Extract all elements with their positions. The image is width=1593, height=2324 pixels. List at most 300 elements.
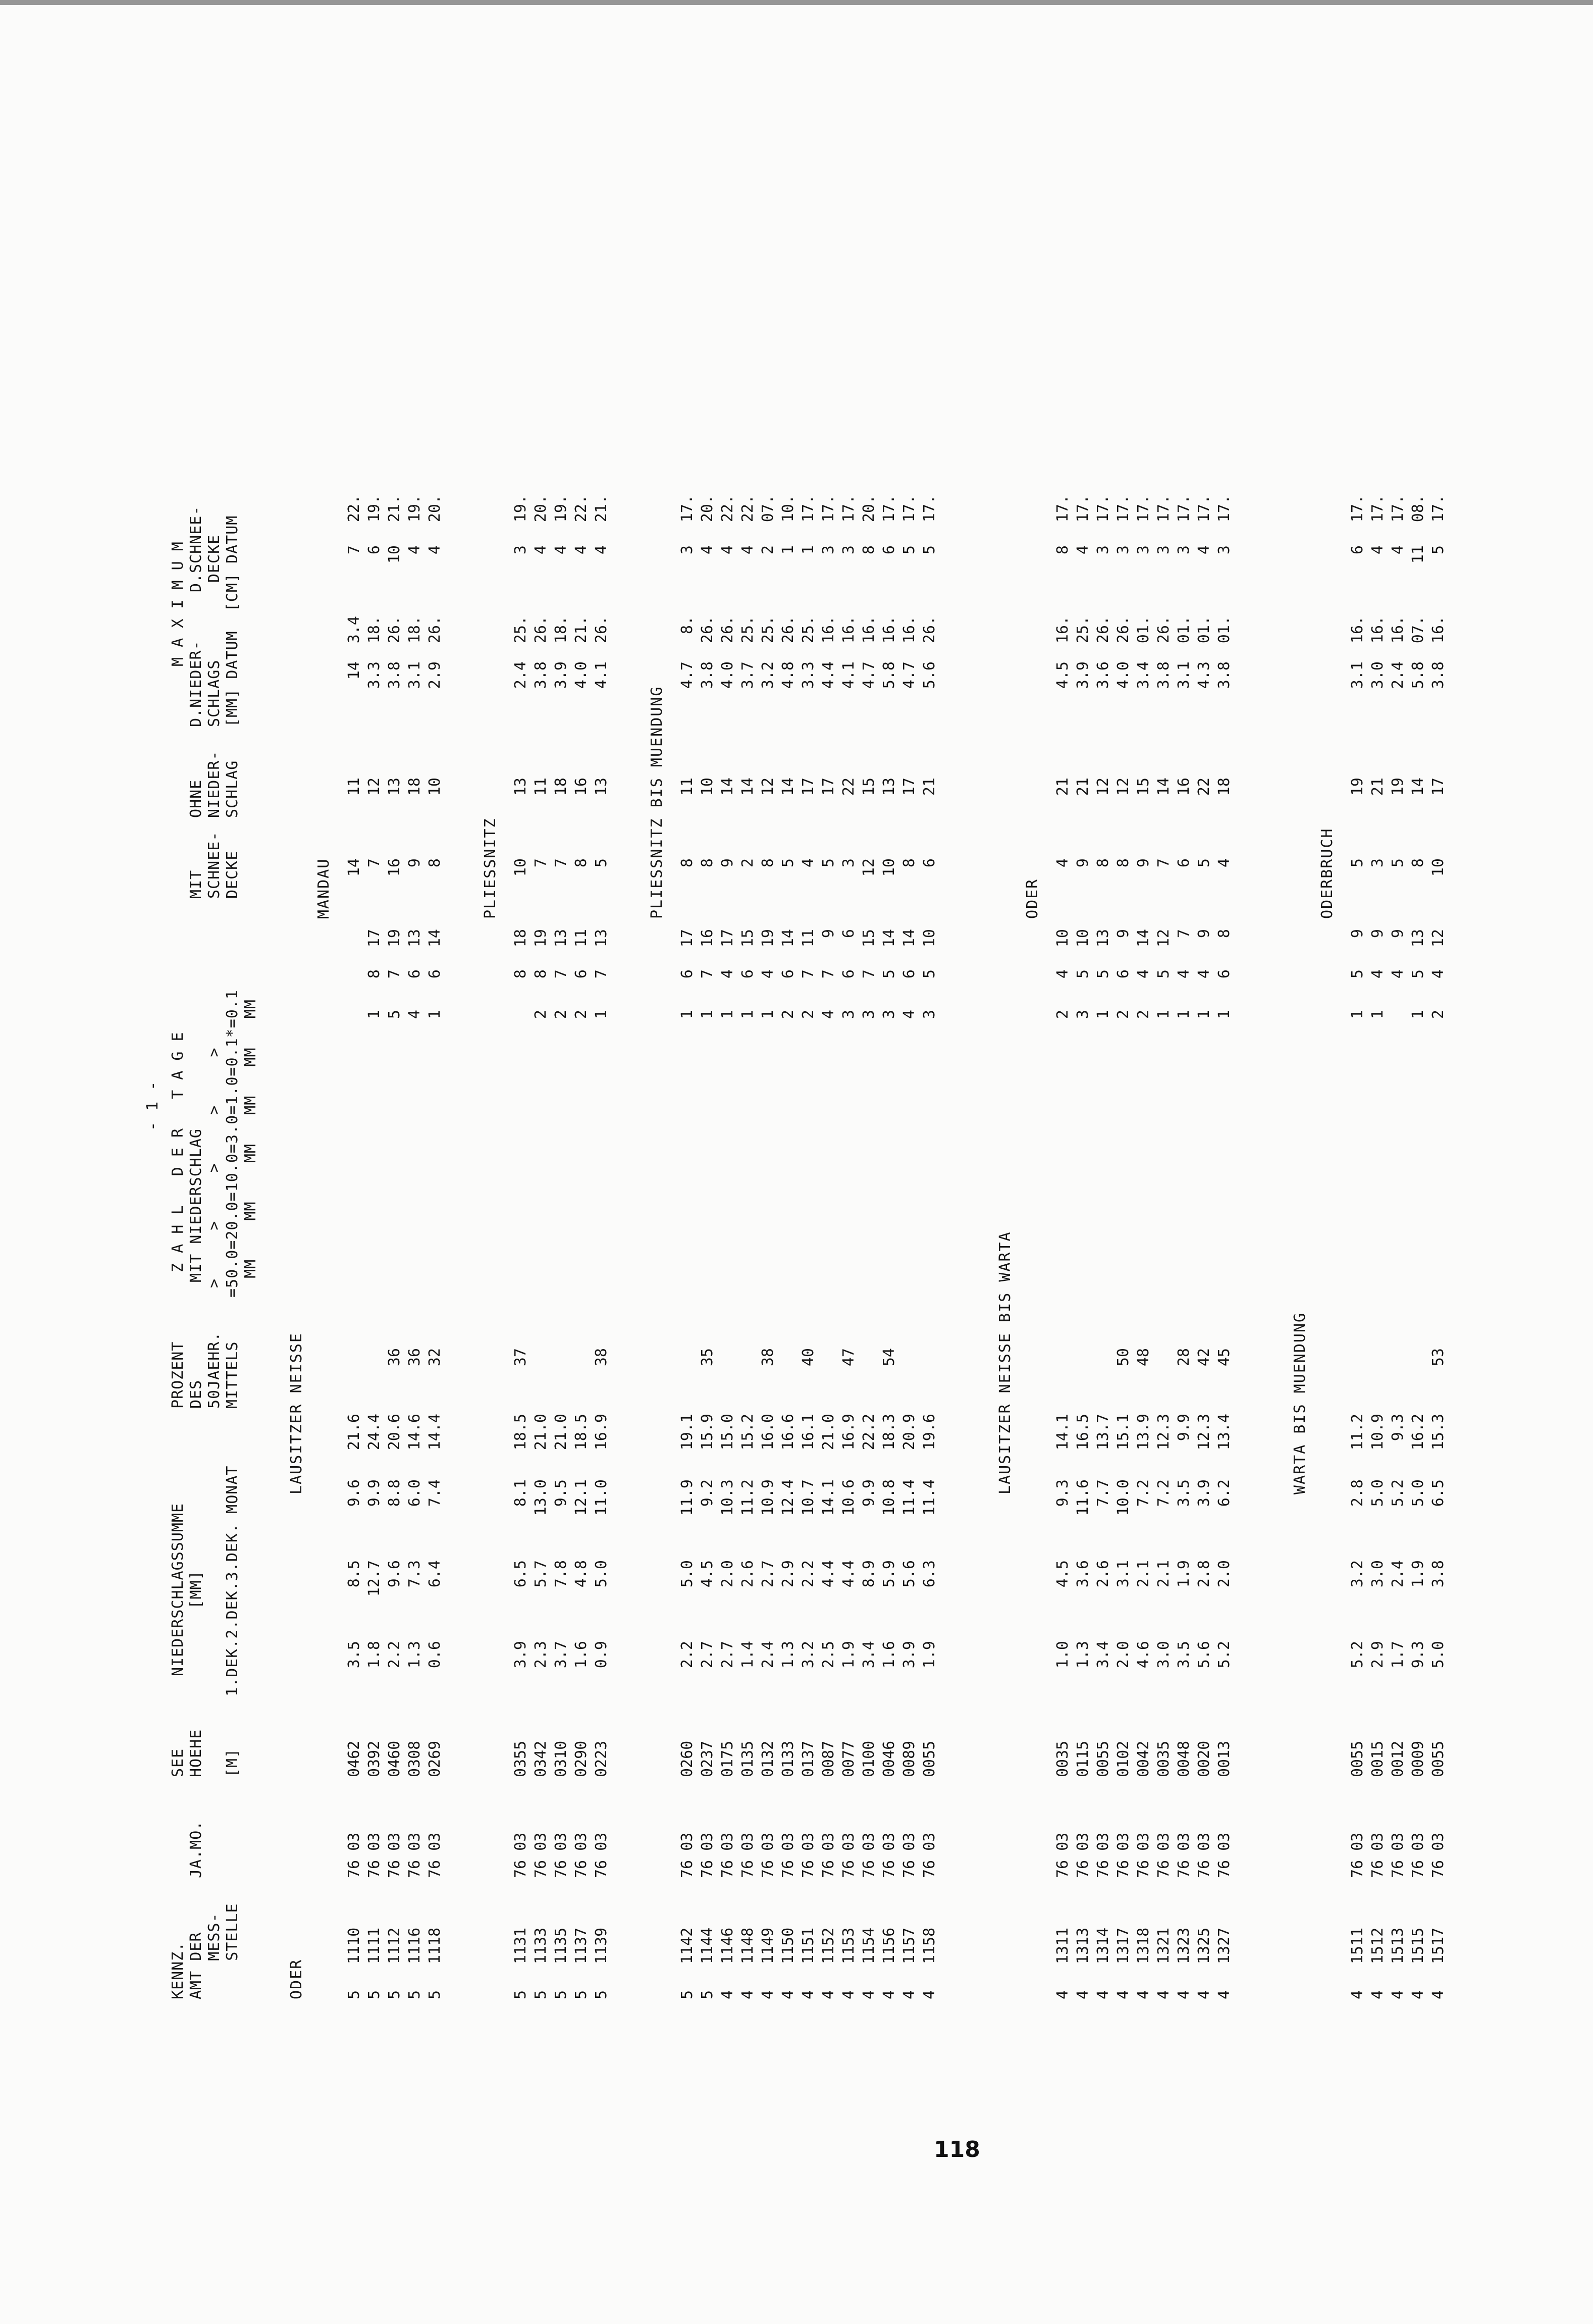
cell-t30: 1 xyxy=(1369,1010,1387,1019)
cell-t01: 12 xyxy=(1155,929,1173,948)
cell-stelle: 1314 xyxy=(1094,1927,1112,1964)
cell-d1: 3.0 xyxy=(1155,1641,1173,1669)
cell-xd: 4 xyxy=(1369,545,1387,555)
cell-sd: 10 xyxy=(880,858,898,877)
cell-xd: 3 xyxy=(840,545,858,555)
cell-d1: 3.2 xyxy=(800,1641,817,1669)
cell-t01: 19 xyxy=(759,929,777,948)
cell-stelle: 1512 xyxy=(1369,1927,1387,1964)
cell-d1: 1.9 xyxy=(921,1641,938,1669)
cell-sd: 8 xyxy=(1114,858,1132,868)
cell-sd: 8 xyxy=(900,858,918,868)
cell-xd: 4 xyxy=(593,545,610,555)
cell-t10: 5 xyxy=(1349,969,1366,979)
cell-jm: 76 03 xyxy=(880,1832,898,1878)
cell-d3: 10.6 xyxy=(840,1479,858,1516)
cell-t01: 9 xyxy=(1349,929,1366,939)
cell-hoehe: 0087 xyxy=(820,1740,837,1777)
cell-jm: 76 03 xyxy=(678,1832,696,1878)
cell-jm: 76 03 xyxy=(426,1832,444,1878)
cell-d1: 1.7 xyxy=(1389,1641,1407,1669)
cell-mn: 3.3 xyxy=(365,661,383,689)
cell-sd: 7 xyxy=(552,858,570,868)
cell-amt: 4 xyxy=(1429,1990,1447,1999)
cell-xd: 4 xyxy=(1074,545,1092,555)
cell-mon: 10.9 xyxy=(1369,1414,1387,1451)
cell-mn: 5.8 xyxy=(1409,661,1427,689)
cell-os: 12 xyxy=(759,778,777,796)
cell-xdd: 17. xyxy=(1155,495,1173,523)
cell-mon: 21.6 xyxy=(345,1414,363,1451)
cell-mon: 19.6 xyxy=(921,1414,938,1451)
cell-mon: 16.6 xyxy=(779,1414,797,1451)
cell-amt: 5 xyxy=(406,1990,423,1999)
cell-md: 21. xyxy=(572,616,590,644)
cell-t30: 1 xyxy=(699,1010,716,1019)
cell-sd: 8 xyxy=(572,858,590,868)
cell-proz: 42 xyxy=(1195,1348,1213,1367)
cell-stelle: 1150 xyxy=(779,1927,797,1964)
cell-hoehe: 0035 xyxy=(1155,1740,1173,1777)
sheet-number: - 1 - xyxy=(144,1080,162,1131)
cell-hoehe: 0055 xyxy=(1429,1740,1447,1777)
cell-sd: 3 xyxy=(1369,858,1387,868)
cell-stelle: 1311 xyxy=(1054,1927,1072,1964)
cell-os: 12 xyxy=(1094,778,1112,796)
cell-xdd: 22. xyxy=(719,495,736,523)
cell-d2: 2.6 xyxy=(739,1560,757,1588)
cell-stelle: 1157 xyxy=(900,1927,918,1964)
cell-d3: 11.9 xyxy=(678,1479,696,1516)
cell-mn: 3.9 xyxy=(552,661,570,689)
cell-d1: 5.0 xyxy=(1429,1641,1447,1669)
cell-hoehe: 0175 xyxy=(719,1740,736,1777)
cell-t30: 2 xyxy=(1114,1010,1132,1019)
cell-t30: 1 xyxy=(1094,1010,1112,1019)
cell-os: 14 xyxy=(719,778,736,796)
table-row xyxy=(739,182,757,1999)
rotated-table xyxy=(144,182,1484,1999)
cell-d3: 9.9 xyxy=(365,1479,383,1507)
cell-d2: 12.7 xyxy=(365,1560,383,1597)
cell-hoehe: 0009 xyxy=(1409,1740,1427,1777)
cell-d2: 9.6 xyxy=(386,1560,403,1588)
cell-mon: 13.4 xyxy=(1215,1414,1233,1451)
cell-d3: 12.4 xyxy=(779,1479,797,1516)
cell-d2: 6.5 xyxy=(512,1560,529,1588)
cell-d3: 13.0 xyxy=(532,1479,550,1516)
cell-xd: 4 xyxy=(552,545,570,555)
cell-proz: 35 xyxy=(699,1348,716,1367)
cell-hoehe: 0015 xyxy=(1369,1740,1387,1777)
cell-mn: 3.8 xyxy=(1215,661,1233,689)
cell-sd: 9 xyxy=(719,858,736,868)
cell-t10: 6 xyxy=(678,969,696,979)
cell-sd: 5 xyxy=(1195,858,1213,868)
cell-t01: 15 xyxy=(860,929,878,948)
cell-os: 10 xyxy=(426,778,444,796)
cell-t10: 6 xyxy=(779,969,797,979)
cell-hoehe: 0290 xyxy=(572,1740,590,1777)
cell-xdd: 20. xyxy=(426,495,444,523)
cell-xd: 6 xyxy=(365,545,383,555)
cell-mon: 20.6 xyxy=(386,1414,403,1451)
cell-xdd: 22. xyxy=(345,495,363,523)
header-zahl-der-tage: Z A H L D E R T A G E xyxy=(169,1031,187,1272)
cell-amt: 4 xyxy=(1389,1990,1407,1999)
scan-top-edge xyxy=(0,0,1593,5)
cell-t30: 1 xyxy=(1195,1010,1213,1019)
header-niederschlag: NIEDERSCHLAGSSUMME [MM] xyxy=(169,1503,205,1676)
cell-d3: 12.1 xyxy=(572,1479,590,1516)
cell-proz: 47 xyxy=(840,1348,858,1367)
cell-sd: 6 xyxy=(1175,858,1193,868)
cell-jm: 76 03 xyxy=(921,1832,938,1878)
cell-stelle: 1323 xyxy=(1175,1927,1193,1964)
cell-proz: 36 xyxy=(386,1348,403,1367)
cell-mon: 14.6 xyxy=(406,1414,423,1451)
cell-hoehe: 0135 xyxy=(739,1740,757,1777)
cell-md: 8. xyxy=(678,616,696,635)
cell-mon: 15.0 xyxy=(719,1414,736,1451)
cell-xdd: 17. xyxy=(921,495,938,523)
cell-d3: 10.9 xyxy=(759,1479,777,1516)
cell-md: 26. xyxy=(719,616,736,644)
cell-t01: 11 xyxy=(800,929,817,948)
cell-amt: 5 xyxy=(552,1990,570,1999)
cell-t01: 14 xyxy=(1135,929,1152,948)
cell-stelle: 1511 xyxy=(1349,1927,1366,1964)
cell-md: 26. xyxy=(532,616,550,644)
cell-d3: 3.9 xyxy=(1195,1479,1213,1507)
header-see-hoehe: SEE HOEHE [M] xyxy=(169,1729,241,1777)
section-label: LAUSITZER NEISSE BIS WARTA xyxy=(996,1231,1014,1494)
cell-jm: 76 03 xyxy=(1114,1832,1132,1878)
cell-hoehe: 0223 xyxy=(593,1740,610,1777)
cell-t01: 9 xyxy=(1369,929,1387,939)
cell-xd: 4 xyxy=(426,545,444,555)
cell-xd: 4 xyxy=(719,545,736,555)
cell-t01: 14 xyxy=(900,929,918,948)
cell-xd: 11 xyxy=(1409,545,1427,564)
cell-xdd: 17. xyxy=(900,495,918,523)
cell-t01: 18 xyxy=(512,929,529,948)
cell-xdd: 22. xyxy=(739,495,757,523)
cell-os: 17 xyxy=(800,778,817,796)
cell-jm: 76 03 xyxy=(1094,1832,1112,1878)
cell-md: 16. xyxy=(1349,616,1366,644)
cell-t10: 4 xyxy=(1369,969,1387,979)
cell-jm: 76 03 xyxy=(1175,1832,1193,1878)
cell-d1: 2.3 xyxy=(532,1641,550,1669)
cell-t10: 4 xyxy=(719,969,736,979)
cell-xdd: 19. xyxy=(552,495,570,523)
cell-t10: 7 xyxy=(386,969,403,979)
cell-stelle: 1321 xyxy=(1155,1927,1173,1964)
cell-md: 25. xyxy=(759,616,777,644)
cell-amt: 4 xyxy=(1195,1990,1213,1999)
cell-d2: 5.6 xyxy=(900,1560,918,1588)
cell-t10: 4 xyxy=(1429,969,1447,979)
cell-mn: 14 xyxy=(345,661,363,680)
cell-d3: 6.0 xyxy=(406,1479,423,1507)
cell-mon: 12.3 xyxy=(1195,1414,1213,1451)
cell-mn: 3.8 xyxy=(386,661,403,689)
cell-xdd: 17. xyxy=(820,495,837,523)
cell-t30: 1 xyxy=(1215,1010,1233,1019)
cell-xd: 1 xyxy=(779,545,797,555)
cell-sd: 16 xyxy=(386,858,403,877)
cell-t10: 7 xyxy=(593,969,610,979)
cell-hoehe: 0046 xyxy=(880,1740,898,1777)
cell-stelle: 1517 xyxy=(1429,1927,1447,1964)
cell-os: 21 xyxy=(921,778,938,796)
cell-os: 19 xyxy=(1349,778,1366,796)
cell-hoehe: 0342 xyxy=(532,1740,550,1777)
cell-d2: 8.5 xyxy=(345,1560,363,1588)
cell-d1: 3.5 xyxy=(345,1641,363,1669)
cell-d3: 10.3 xyxy=(719,1479,736,1516)
cell-sd: 7 xyxy=(532,858,550,868)
cell-xd: 3 xyxy=(1135,545,1152,555)
cell-d3: 9.9 xyxy=(860,1479,878,1507)
cell-mon: 15.3 xyxy=(1429,1414,1447,1451)
cell-mon: 18.5 xyxy=(512,1414,529,1451)
cell-d1: 2.5 xyxy=(820,1641,837,1669)
cell-d3: 9.2 xyxy=(699,1479,716,1507)
header-max-sub: D.NIEDER- D.SCHNEE- SCHLAGS DECKE [MM] DATUM [CM] DATUM xyxy=(187,505,241,727)
cell-xd: 1 xyxy=(800,545,817,555)
cell-mn: 4.0 xyxy=(1114,661,1132,689)
cell-mn: 4.5 xyxy=(1054,661,1072,689)
cell-os: 14 xyxy=(1409,778,1427,796)
cell-t01: 14 xyxy=(779,929,797,948)
cell-t30: 1 xyxy=(365,1010,383,1019)
cell-xd: 3 xyxy=(1094,545,1112,555)
cell-jm: 76 03 xyxy=(386,1832,403,1878)
header-dekaden: 1.DEK.2.DEK.3.DEK. MONAT xyxy=(224,1465,241,1696)
subsection-label: PLIESSNITZ xyxy=(482,817,499,919)
cell-md: 16. xyxy=(1429,616,1447,644)
cell-d3: 7.2 xyxy=(1135,1479,1152,1507)
cell-jm: 76 03 xyxy=(1155,1832,1173,1878)
cell-d3: 7.7 xyxy=(1094,1479,1112,1507)
cell-jm: 76 03 xyxy=(840,1832,858,1878)
cell-d2: 2.1 xyxy=(1155,1560,1173,1588)
cell-mn: 3.8 xyxy=(1155,661,1173,689)
cell-stelle: 1154 xyxy=(860,1927,878,1964)
cell-os: 22 xyxy=(840,778,858,796)
cell-d1: 2.2 xyxy=(386,1641,403,1669)
cell-t10: 4 xyxy=(759,969,777,979)
cell-t30: 1 xyxy=(1409,1010,1427,1019)
cell-t01: 16 xyxy=(699,929,716,948)
cell-stelle: 1325 xyxy=(1195,1927,1213,1964)
cell-amt: 4 xyxy=(880,1990,898,1999)
cell-d2: 3.6 xyxy=(1074,1560,1092,1588)
cell-jm: 76 03 xyxy=(1074,1832,1092,1878)
cell-os: 14 xyxy=(739,778,757,796)
cell-t30: 1 xyxy=(426,1010,444,1019)
cell-proz: 50 xyxy=(1114,1348,1132,1367)
cell-xd: 4 xyxy=(1389,545,1407,555)
cell-d1: 2.7 xyxy=(699,1641,716,1669)
cell-t30: 2 xyxy=(1429,1010,1447,1019)
cell-sd: 5 xyxy=(820,858,837,868)
cell-d1: 0.9 xyxy=(593,1641,610,1669)
cell-d3: 8.1 xyxy=(512,1479,529,1507)
cell-stelle: 1317 xyxy=(1114,1927,1132,1964)
cell-os: 13 xyxy=(880,778,898,796)
cell-md: 18. xyxy=(552,616,570,644)
cell-t10: 4 xyxy=(1175,969,1193,979)
cell-xdd: 17. xyxy=(1369,495,1387,523)
cell-t01: 19 xyxy=(532,929,550,948)
cell-t10: 5 xyxy=(1094,969,1112,979)
cell-d3: 5.0 xyxy=(1409,1479,1427,1507)
table-row xyxy=(1349,182,1367,1999)
cell-xdd: 07. xyxy=(759,495,777,523)
cell-hoehe: 0115 xyxy=(1074,1740,1092,1777)
cell-t10: 8 xyxy=(532,969,550,979)
subsection-label: ODERBRUCH xyxy=(1318,828,1336,919)
cell-stelle: 1139 xyxy=(593,1927,610,1964)
table-row xyxy=(532,182,550,1999)
cell-md: 26. xyxy=(386,616,403,644)
cell-xd: 5 xyxy=(1429,545,1447,555)
cell-md: 18. xyxy=(365,616,383,644)
cell-sd: 14 xyxy=(345,858,363,877)
cell-jm: 76 03 xyxy=(1409,1832,1427,1878)
cell-sd: 8 xyxy=(699,858,716,868)
cell-os: 21 xyxy=(1054,778,1072,796)
cell-mon: 21.0 xyxy=(532,1414,550,1451)
cell-t30: 3 xyxy=(921,1010,938,1019)
cell-t30: 2 xyxy=(1135,1010,1152,1019)
cell-d1: 5.2 xyxy=(1215,1641,1233,1669)
cell-xd: 5 xyxy=(900,545,918,555)
section-label: WARTA BIS MUENDUNG xyxy=(1291,1312,1309,1494)
cell-t30: 4 xyxy=(406,1010,423,1019)
cell-t30: 1 xyxy=(1155,1010,1173,1019)
cell-xdd: 20. xyxy=(699,495,716,523)
cell-d2: 5.0 xyxy=(678,1560,696,1588)
cell-sd: 9 xyxy=(406,858,423,868)
cell-stelle: 1327 xyxy=(1215,1927,1233,1964)
cell-mn: 3.1 xyxy=(1175,661,1193,689)
cell-d1: 1.8 xyxy=(365,1641,383,1669)
cell-t10: 7 xyxy=(800,969,817,979)
cell-hoehe: 0102 xyxy=(1114,1740,1132,1777)
cell-d1: 5.6 xyxy=(1195,1641,1213,1669)
cell-os: 18 xyxy=(552,778,570,796)
cell-mn: 4.4 xyxy=(820,661,837,689)
cell-t10: 4 xyxy=(1195,969,1213,979)
cell-xdd: 20. xyxy=(860,495,878,523)
cell-d1: 0.6 xyxy=(426,1641,444,1669)
cell-t01: 10 xyxy=(1074,929,1092,948)
cell-mon: 18.3 xyxy=(880,1414,898,1451)
cell-xdd: 10. xyxy=(779,495,797,523)
cell-t30: 2 xyxy=(1054,1010,1072,1019)
cell-t10: 7 xyxy=(860,969,878,979)
cell-t01: 9 xyxy=(1389,929,1407,939)
cell-xd: 3 xyxy=(1114,545,1132,555)
cell-mon: 22.2 xyxy=(860,1414,878,1451)
cell-xdd: 17. xyxy=(1135,495,1152,523)
cell-stelle: 1151 xyxy=(800,1927,817,1964)
cell-d1: 3.9 xyxy=(900,1641,918,1669)
cell-sd: 9 xyxy=(1074,858,1092,868)
cell-t01: 17 xyxy=(678,929,696,948)
cell-sd: 5 xyxy=(779,858,797,868)
cell-md: 26. xyxy=(1155,616,1173,644)
cell-amt: 4 xyxy=(860,1990,878,1999)
cell-amt: 5 xyxy=(699,1990,716,1999)
table-row xyxy=(1389,182,1407,1999)
cell-md: 16. xyxy=(1389,616,1407,644)
cell-t30: 1 xyxy=(739,1010,757,1019)
header-ohne-niederschlag: OHNE NIEDER- SCHLAG xyxy=(187,750,241,818)
header-prozent: PROZENT DES 50JAEHR. MITTELS xyxy=(169,1331,241,1409)
cell-d1: 3.7 xyxy=(552,1641,570,1669)
cell-d1: 1.4 xyxy=(739,1641,757,1669)
cell-sd: 8 xyxy=(426,858,444,868)
cell-xdd: 21. xyxy=(593,495,610,523)
cell-os: 13 xyxy=(386,778,403,796)
cell-hoehe: 0310 xyxy=(552,1740,570,1777)
cell-t30: 4 xyxy=(820,1010,837,1019)
cell-t01: 17 xyxy=(719,929,736,948)
cell-jm: 76 03 xyxy=(572,1832,590,1878)
cell-xdd: 22. xyxy=(572,495,590,523)
cell-d3: 11.0 xyxy=(593,1479,610,1516)
cell-xd: 3 xyxy=(820,545,837,555)
cell-d1: 1.9 xyxy=(840,1641,858,1669)
cell-t10: 4 xyxy=(1135,969,1152,979)
cell-hoehe: 0462 xyxy=(345,1740,363,1777)
cell-mn: 3.0 xyxy=(1369,661,1387,689)
cell-jm: 76 03 xyxy=(800,1832,817,1878)
table-row xyxy=(386,182,404,1999)
cell-xdd: 17. xyxy=(880,495,898,523)
cell-jm: 76 03 xyxy=(759,1832,777,1878)
cell-md: 01. xyxy=(1215,616,1233,644)
cell-os: 21 xyxy=(1074,778,1092,796)
cell-xdd: 17. xyxy=(1349,495,1366,523)
cell-amt: 5 xyxy=(512,1990,529,1999)
cell-mon: 16.0 xyxy=(759,1414,777,1451)
cell-stelle: 1137 xyxy=(572,1927,590,1964)
cell-d2: 4.5 xyxy=(699,1560,716,1588)
cell-d2: 3.8 xyxy=(1429,1560,1447,1588)
cell-md: 16. xyxy=(820,616,837,644)
cell-mn: 4.7 xyxy=(678,661,696,689)
cell-sd: 5 xyxy=(1389,858,1407,868)
cell-stelle: 1135 xyxy=(552,1927,570,1964)
table-row xyxy=(1054,182,1072,1999)
cell-t01: 13 xyxy=(593,929,610,948)
cell-os: 13 xyxy=(593,778,610,796)
cell-hoehe: 0055 xyxy=(1349,1740,1366,1777)
cell-stelle: 1515 xyxy=(1409,1927,1427,1964)
cell-sd: 5 xyxy=(593,858,610,868)
cell-sd: 2 xyxy=(739,858,757,868)
table-header xyxy=(169,182,265,1999)
cell-xdd: 17. xyxy=(1114,495,1132,523)
table-row xyxy=(1429,182,1448,1999)
cell-proz: 28 xyxy=(1175,1348,1193,1367)
